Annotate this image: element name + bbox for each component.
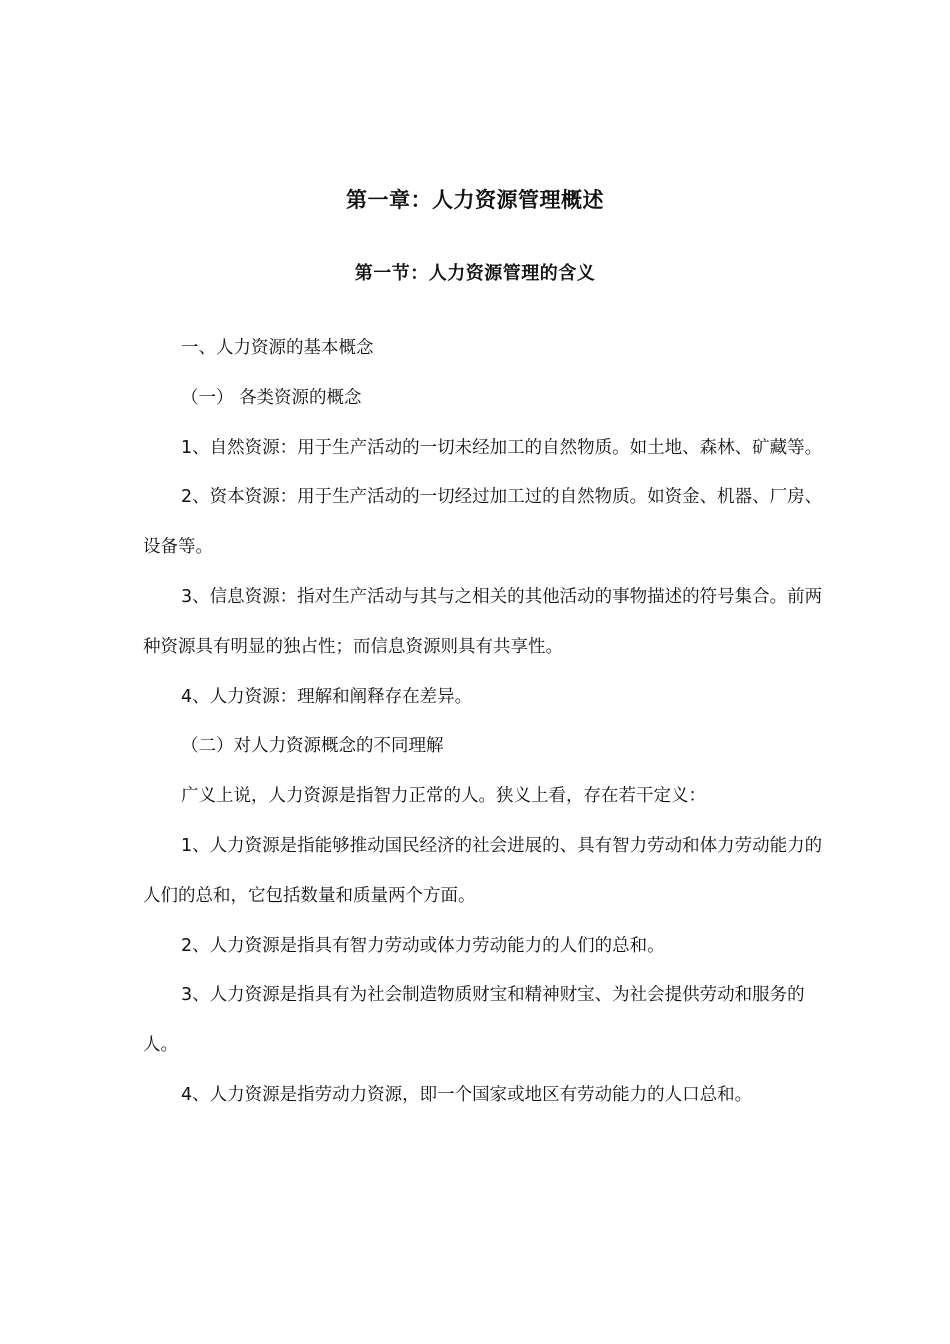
heading-level-1: 一、人力资源的基本概念 (181, 338, 374, 358)
paragraph: 4、人力资源是指劳动力资源，即一个国家或地区有劳动能力的人口总和。 (181, 1084, 753, 1105)
paragraph: 2、人力资源是指具有智力劳动或体力劳动能力的人们的总和。 (181, 935, 665, 956)
paragraph: 4、人力资源：理解和阐释存在差异。 (181, 686, 473, 707)
body-text (143, 324, 833, 1121)
paragraph: 3、信息资源：指对生产活动与其与之相关的其他活动的事物描述的符号集合。前两种资源具有明显的独占性；而信息资源则具有共享性。 (143, 586, 823, 657)
paragraph: 2、资本资源：用于生产活动的一切经过加工过的自然物质。如资金、机器、厂房、设备等。 (143, 487, 823, 558)
paragraph: 1、人力资源是指能够推动国民经济的社会进展的、具有智力劳动和体力劳动能力的人们的总和，它包括数量和质量两个方面。 (143, 835, 823, 906)
chapter-title: 第一章：人力资源管理概述 (346, 188, 604, 212)
heading-level-2: （一） 各类资源的概念 (181, 387, 362, 408)
paragraph: 3、人力资源是指具有为社会制造物质财宝和精神财宝、为社会提供劳动和服务的人。 (143, 985, 805, 1056)
paragraph: 广义上说，人力资源是指智力正常的人。狭义上看，存在若干定义： (181, 786, 706, 807)
section-title: 第一节：人力资源管理的含义 (354, 263, 596, 284)
heading-level-2: （二）对人力资源概念的不同理解 (181, 736, 444, 757)
paragraph: 1、自然资源：用于生产活动的一切未经加工的自然物质。如土地、森林、矿藏等。 (181, 437, 823, 458)
